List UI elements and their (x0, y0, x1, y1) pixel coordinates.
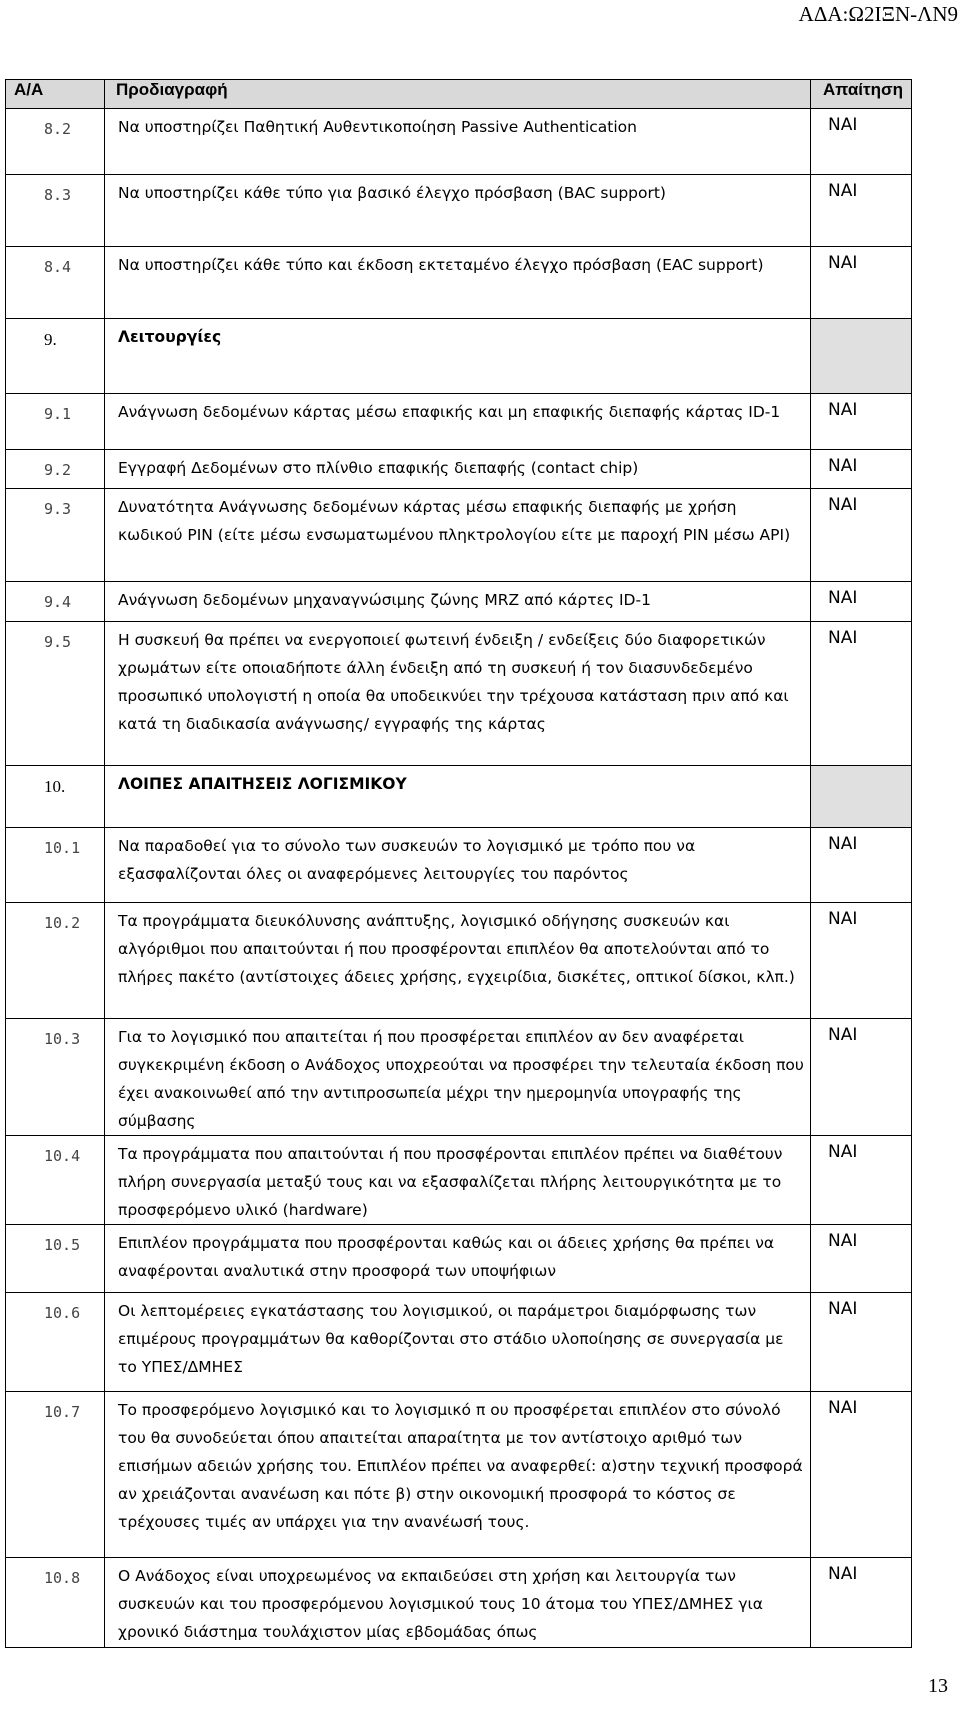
table-row (6, 489, 912, 582)
row-description: Τα προγράμματα που απαιτούνται ή που προσφέρονται επιπλέον πρέπει να διαθέτουν πλήρη συνεργασία μεταξύ τους και να εξασφαλίζεται πλήρης λειτουργικότητα με το προσφερόμενο υλικό (hardware) (105, 1136, 811, 1225)
row-description: Να υποστηρίζει κάθε τύπο και έκδοση εκτεταμένο έλεγχο πρόσβαση (EAC support) (105, 247, 811, 319)
column-header-specification: Προδιαγραφή (105, 80, 811, 109)
row-requirement: ΝΑΙ (811, 109, 912, 175)
row-id: 10.2 (6, 903, 105, 1019)
table-row (6, 582, 912, 622)
row-id: 8.3 (6, 175, 105, 247)
row-description: Ανάγνωση δεδομένων κάρτας μέσω επαφικής και μη επαφικής διεπαφής κάρτας ID-1 (105, 394, 811, 450)
section-title: Λειτουργίες (105, 319, 811, 394)
table-row (6, 394, 912, 450)
row-description: Η συσκευή θα πρέπει να ενεργοποιεί φωτεινή ένδειξη / ενδείξεις δύο διαφορετικών χρωμάτων είτε οποιαδήποτε άλλη ένδειξη από τη συσκευή ή τον διασυνδεδεμένο προσωπικό υπολογιστή η οποία θα υποδεικνύει την τρέχουσα κατάσταση πριν από και κατά τη διαδικασία ανάγνωσης/ εγγραφής της κάρτας (105, 622, 811, 766)
row-description: Ο Ανάδοχος είναι υποχρεωμένος να εκπαιδεύσει στη χρήση και λειτουργία των συσκευών και του προσφερόμενου λογισμικού τους 10 άτομα του ΥΠΕΣ/ΔΜΗΕΣ για χρονικό διάστημα τουλάχιστον μίας εβδομάδας όπως (105, 1558, 811, 1648)
row-requirement (811, 319, 912, 394)
section-id: 10. (6, 766, 105, 828)
row-requirement: ΝΑΙ (811, 1392, 912, 1558)
row-requirement: ΝΑΙ (811, 828, 912, 903)
specifications-table (5, 79, 912, 1648)
row-id: 9.4 (6, 582, 105, 622)
row-requirement: ΝΑΙ (811, 1558, 912, 1648)
table-row (6, 1392, 912, 1558)
row-requirement: ΝΑΙ (811, 247, 912, 319)
row-id: 9.3 (6, 489, 105, 582)
table-row (6, 1136, 912, 1225)
row-requirement: ΝΑΙ (811, 622, 912, 766)
row-description: Το προσφερόμενο λογισμικό και το λογισμικό π ου προσφέρεται επιπλέον στο σύνολό του θα συνοδεύεται όπου απαιτείται απαραίτητα με τον αντίστοιχο αριθμό των επισήμων αδειών χρήσης του. Επιπλέον πρέπει να αναφερθεί: α)στην τεχνική προσφορά αν χρειάζονται ανανέωση και πότε β) στην οικονομική προσφορά το κόστος σε τρέχουσες τιμές αν υπάρχει για την ανανέωσή τους. (105, 1392, 811, 1558)
table-row (6, 903, 912, 1019)
table-row (6, 450, 912, 489)
row-requirement: ΝΑΙ (811, 1136, 912, 1225)
row-description: Εγγραφή Δεδομένων στο πλίνθιο επαφικής διεπαφής (contact chip) (105, 450, 811, 489)
row-description: Δυνατότητα Ανάγνωσης δεδομένων κάρτας μέσω επαφικής διεπαφής με χρήση κωδικού PIN (είτε μέσω ενσωματωμένου πληκτρολογίου είτε με παροχή PIN μέσω API) (105, 489, 811, 582)
table-row (6, 175, 912, 247)
table-row (6, 1558, 912, 1648)
row-id: 10.7 (6, 1392, 105, 1558)
table-row (6, 1019, 912, 1136)
row-id: 8.2 (6, 109, 105, 175)
table-row (6, 109, 912, 175)
row-id: 10.6 (6, 1293, 105, 1392)
row-id: 10.5 (6, 1225, 105, 1293)
row-requirement: ΝΑΙ (811, 450, 912, 489)
row-id: 9.5 (6, 622, 105, 766)
section-id: 9. (6, 319, 105, 394)
row-requirement: ΝΑΙ (811, 903, 912, 1019)
row-requirement: ΝΑΙ (811, 1225, 912, 1293)
row-requirement: ΝΑΙ (811, 1019, 912, 1136)
column-header-id: Α/Α (6, 80, 105, 109)
section-title: ΛΟΙΠΕΣ ΑΠΑΙΤΗΣΕΙΣ ΛΟΓΙΣΜΙΚΟΥ (105, 766, 811, 828)
row-description: Οι λεπτομέρειες εγκατάστασης του λογισμικού, οι παράμετροι διαμόρφωσης των επιμέρους προγραμμάτων θα καθορίζονται στο στάδιο υλοποίησης σε συνεργασία με το ΥΠΕΣ/ΔΜΗΕΣ (105, 1293, 811, 1392)
table-row (6, 247, 912, 319)
row-description: Για το λογισμικό που απαιτείται ή που προσφέρεται επιπλέον αν δεν αναφέρεται συγκεκριμένη έκδοση ο Ανάδοχος υποχρεούται να προσφέρει την τελευταία έκδοση που έχει ανακοινωθεί από την αντιπροσωπεία μέχρι την ημερομηνία υπογραφής της σύμβασης (105, 1019, 811, 1136)
row-requirement (811, 766, 912, 828)
row-description: Να υποστηρίζει Παθητική Αυθεντικοποίηση Passive Authentication (105, 109, 811, 175)
table-header-row (6, 80, 912, 109)
page-number: 13 (928, 1675, 948, 1697)
column-header-requirement: Απαίτηση (811, 80, 912, 109)
row-requirement: ΝΑΙ (811, 1293, 912, 1392)
row-description: Να υποστηρίζει κάθε τύπο για βασικό έλεγχο πρόσβαση (BAC support) (105, 175, 811, 247)
row-requirement: ΝΑΙ (811, 175, 912, 247)
table-row (6, 1225, 912, 1293)
row-requirement: ΝΑΙ (811, 394, 912, 450)
row-requirement: ΝΑΙ (811, 582, 912, 622)
row-id: 8.4 (6, 247, 105, 319)
row-id: 9.1 (6, 394, 105, 450)
table-row (6, 828, 912, 903)
row-id: 10.8 (6, 1558, 105, 1648)
table-row (6, 622, 912, 766)
row-description: Επιπλέον προγράμματα που προσφέρονται καθώς και οι άδειες χρήσης θα πρέπει να αναφέρονται αναλυτικά στην προσφορά των υποψήφιων (105, 1225, 811, 1293)
row-description: Ανάγνωση δεδομένων μηχαναγνώσιμης ζώνης MRZ από κάρτες ID-1 (105, 582, 811, 622)
section-row (6, 319, 912, 394)
row-description: Τα προγράμματα διευκόλυνσης ανάπτυξης, λογισμικό οδήγησης συσκευών και αλγόριθμοι που απαιτούνται ή που προσφέρονται επιπλέον θα αποτελούνται από το πλήρες πακέτο (αντίστοιχες άδειες χρήσης, εγχειρίδια, δισκέτες, οπτικοί δίσκοι, κλπ.) (105, 903, 811, 1019)
row-id: 10.4 (6, 1136, 105, 1225)
table-row (6, 1293, 912, 1392)
row-id: 10.1 (6, 828, 105, 903)
row-id: 10.3 (6, 1019, 105, 1136)
row-description: Να παραδοθεί για το σύνολο των συσκευών το λογισμικό με τρόπο που να εξασφαλίζονται όλες οι αναφερόμενες λειτουργίες του παρόντος (105, 828, 811, 903)
section-row (6, 766, 912, 828)
row-requirement: ΝΑΙ (811, 489, 912, 582)
row-id: 9.2 (6, 450, 105, 489)
ada-code: ΑΔΑ:Ω2ΙΞΝ-ΛΝ9 (798, 2, 958, 26)
